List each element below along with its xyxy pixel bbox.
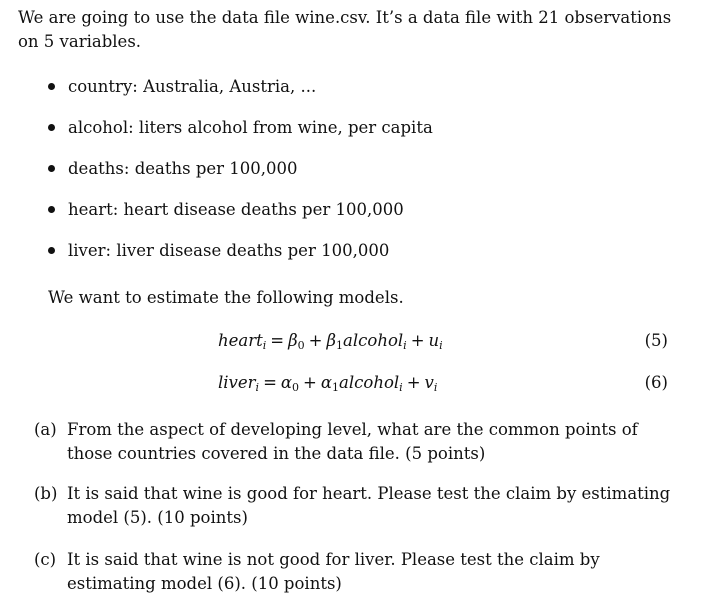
eq-error-sub: i bbox=[439, 339, 443, 352]
bullet-icon bbox=[48, 165, 55, 172]
eq-lhs-sub: i bbox=[262, 339, 267, 352]
eq-plus: + bbox=[406, 373, 421, 392]
bullet-icon bbox=[48, 247, 55, 254]
list-item bbox=[48, 239, 433, 280]
intro-paragraph: We are going to use the data file wine.csv. It’s a data file with 21 observations on 5 variables. bbox=[18, 8, 672, 51]
question-a bbox=[34, 418, 674, 466]
question-text: From the aspect of developing level, what are the common points of those countries covered in the data file. (5 points) bbox=[67, 420, 638, 463]
eq-regressor: alcohol bbox=[343, 331, 404, 350]
question-text: It is said that wine is not good for liver. Please test the claim by estimating model (6). (10 points) bbox=[67, 550, 600, 593]
question-label: (a) bbox=[34, 420, 57, 439]
eq-regressor: alcohol bbox=[339, 373, 400, 392]
list-item bbox=[48, 157, 433, 198]
variable-list bbox=[48, 75, 433, 280]
eq-plus: + bbox=[303, 373, 317, 392]
bullet-icon bbox=[48, 83, 55, 90]
eq-error: v bbox=[424, 373, 434, 392]
question-b bbox=[34, 482, 674, 530]
question-label: (c) bbox=[34, 550, 57, 569]
eq-regressor-sub: i bbox=[403, 339, 407, 352]
variable-description: deaths: deaths per 100,000 bbox=[68, 159, 298, 178]
bullet-icon bbox=[48, 206, 55, 213]
eq-plus: + bbox=[308, 331, 323, 350]
eq-intercept-sub: 0 bbox=[297, 339, 305, 352]
variable-description: liver: liver disease deaths per 100,000 bbox=[68, 241, 390, 260]
eq-slope-sub: 1 bbox=[336, 339, 344, 352]
eq-equals: = bbox=[263, 373, 277, 392]
eq-lhs-sub: i bbox=[255, 381, 260, 394]
eq-plus: + bbox=[410, 331, 425, 350]
eq-error-sub: i bbox=[433, 381, 438, 394]
equation-liver bbox=[218, 371, 668, 395]
eq-regressor-sub: i bbox=[399, 381, 403, 394]
equation-heart bbox=[218, 329, 668, 353]
variable-description: heart: heart disease deaths per 100,000 bbox=[68, 200, 404, 219]
eq-intercept: α bbox=[280, 373, 293, 392]
eq-slope: α bbox=[320, 373, 333, 392]
list-item bbox=[48, 116, 433, 157]
eq-slope: β bbox=[326, 331, 337, 350]
eq-slope-sub: 1 bbox=[332, 381, 340, 394]
question-label: (b) bbox=[34, 484, 58, 503]
eq-error: u bbox=[428, 331, 440, 350]
eq-equals: = bbox=[270, 331, 285, 350]
eq-lhs: heart bbox=[218, 331, 263, 350]
eq-intercept-sub: 0 bbox=[292, 381, 300, 394]
list-item bbox=[48, 75, 433, 116]
models-intro: We want to estimate the following models. bbox=[48, 288, 404, 307]
question-text: It is said that wine is good for heart. Please test the claim by estimating model (5). (10 points) bbox=[67, 484, 671, 527]
equation-number: (5) bbox=[644, 331, 668, 350]
equation-number: (6) bbox=[644, 373, 668, 392]
variable-description: country: Australia, Austria, ... bbox=[68, 77, 317, 96]
eq-lhs: liver bbox=[218, 373, 256, 392]
list-item bbox=[48, 198, 433, 239]
bullet-icon bbox=[48, 124, 55, 131]
eq-intercept: β bbox=[288, 331, 298, 350]
question-c bbox=[34, 548, 674, 596]
variable-description: alcohol: liters alcohol from wine, per capita bbox=[68, 118, 433, 137]
